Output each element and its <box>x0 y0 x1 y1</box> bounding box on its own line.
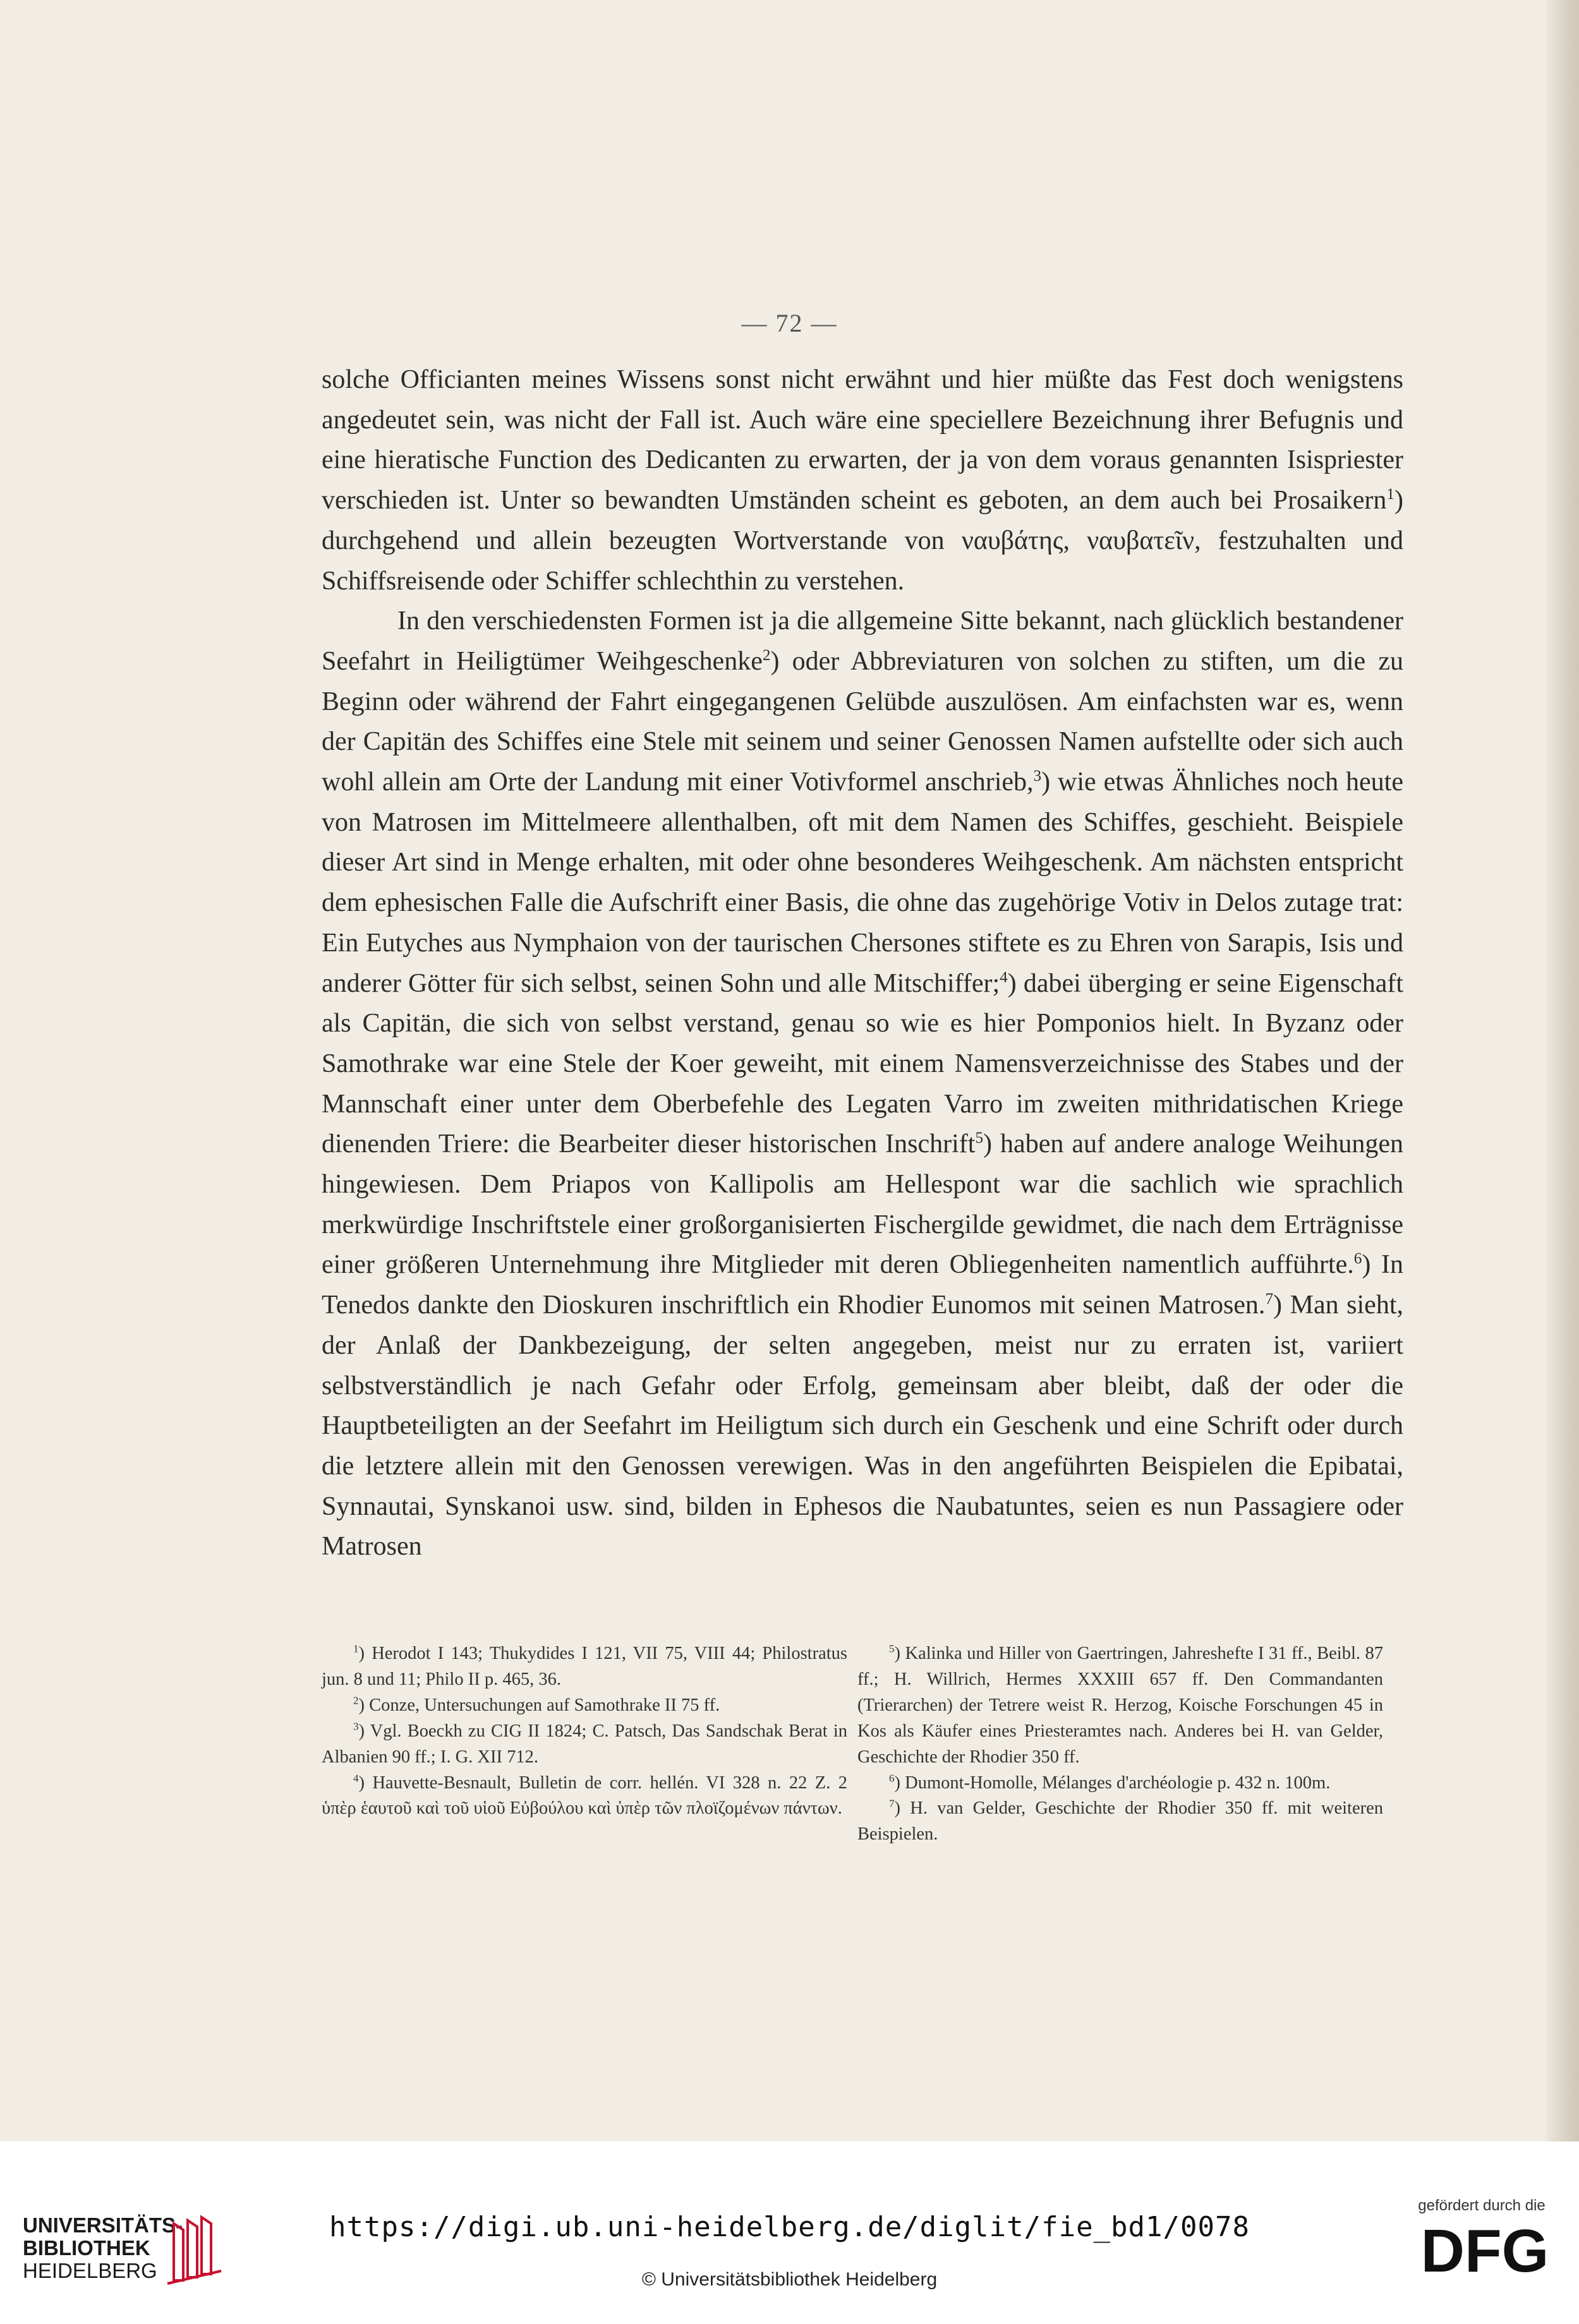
text-run: ) Hauvette-Besnault, Bulletin de corr. hellén. VI 328 n. 22 Z. 2 ὑπὲρ ἑαυτοῦ καὶ τοῦ υἱοῦ Εὐβούλου καὶ ὑπὲρ τῶν πλοϊζομένων πάντων. <box>322 1773 847 1819</box>
footnote-ref: 6 <box>889 1772 895 1785</box>
text-run: ) H. van Gelder, Geschichte der Rhodier 350 ff. mit weiteren Beispielen. <box>857 1798 1383 1845</box>
text-run: ) dabei überging er seine Eigenschaft als Capitän, die sich von selbst verstand, genau so wie es hier Pomponios hielt. In Byzanz oder Samothrake war eine Stele der Koer geweiht, mit einem Namensverzeichnisse des Stabes und der Mannschaft einer unter dem Oberbefehle des Legaten Varro im zweiten mithridatischen Kriege dienenden Triere: die Bearbeiter dieser historischen Inschrift <box>322 968 1403 1159</box>
text-run: ) Conze, Untersuchungen auf Samothrake II 75 ff. <box>358 1695 720 1715</box>
funding-caption: gefördert durch die <box>1418 2197 1546 2214</box>
footnote-ref: 7 <box>889 1797 895 1810</box>
text-run: In den verschiedensten Formen ist ja die allgemeine Sitte bekannt, nach glücklich bestandener Seefahrt in Heiligtümer Weihgeschenke <box>322 606 1403 676</box>
text-run: ) Man sieht, der Anlaß der Dankbezeigung, der selten angegeben, meist nur zu erraten ist, variiert selbstverständlich je nach Gefahr oder Erfolg, gemeinsam aber bleibt, daß der oder die Hauptbeteiligten an der Seefahrt im Heiligtum sich durch ein Geschenk und eine Schrift oder durch die letztere allein mit den Genossen verewigen. Was in den angeführten Beispielen die Epibatai, Synnautai, Synskanoi usw. sind, bilden in Ephesos die Naubatuntes, seien es nun Passagiere oder Matrosen <box>322 1291 1403 1562</box>
footnote-ref: 2 <box>353 1694 359 1707</box>
text-run: ) durchgehend und allein bezeugten Wortverstande von ναυβάτης, ναυβατεῖν, festzuhalten und Schiffsreisende oder Schiffer schlechthin zu verstehen. <box>322 486 1403 596</box>
footnote <box>322 1771 847 1822</box>
library-name-line3: HEIDELBERG <box>23 2259 157 2282</box>
footnote-ref: 5 <box>975 1129 984 1147</box>
footnote-ref: 5 <box>889 1642 895 1655</box>
text-run: ) In Tenedos dankte den Dioskuren inschriftlich ein Rhodier Eunomos mit seinen Matrosen. <box>322 1250 1403 1320</box>
footnotes-right-column <box>857 1641 1383 1848</box>
library-name-line1: UNIVERSITÄTS- <box>23 2213 183 2237</box>
footnote-ref: 2 <box>762 646 771 664</box>
footnote-ref: 1 <box>353 1642 359 1655</box>
footnote <box>322 1693 847 1719</box>
copyright-notice: © Universitätsbibliothek Heidelberg <box>641 2269 938 2290</box>
footnote <box>322 1719 847 1771</box>
footnote <box>857 1796 1383 1848</box>
body-text <box>322 360 1403 1567</box>
footnote-ref: 6 <box>1353 1250 1362 1268</box>
paragraph <box>322 601 1403 1567</box>
text-run: ) haben auf andere analoge Weihungen hingewiesen. Dem Priapos von Kallipolis am Hellespont war die sachlich wie sprachlich merkwürdige Inschriftstele einer großorganisierten Fischergilde gewidmet, die nach dem Erträgnisse einer größeren Unternehmung ihre Mitglieder mit deren Obliegenheiten namentlich aufführte. <box>322 1129 1404 1280</box>
footnote-ref: 7 <box>1265 1291 1274 1308</box>
text-run: ) Herodot I 143; Thukydides I 121, VII 75, VIII 44; Philostratus jun. 8 und 11; Philo II p. 465, 36. <box>322 1644 847 1689</box>
footnotes-left-column <box>322 1641 847 1822</box>
footnote-ref: 1 <box>1386 486 1394 503</box>
footnote-ref: 3 <box>1033 768 1042 785</box>
library-name-line2: BIBLIOTHEK <box>23 2236 150 2260</box>
text-run: solche Officianten meines Wissens sonst nicht erwähnt und hier müßte das Fest doch wenigstens angedeutet sein, was nicht der Fall ist. Auch wäre eine speciellere Bezeichnung ihrer Befugnis und eine hieratische Function des Dedicanten zu erwarten, der ja von dem voraus genannten Isispriester verschieden ist. Unter so bewandten Umständen scheint es geboten, an dem auch bei Prosaikern <box>322 365 1403 515</box>
footnote-ref: 3 <box>353 1720 359 1733</box>
text-run: ) Vgl. Boeckh zu CIG II 1824; C. Patsch, Das Sandschak Berat in Albanien 90 ff.; I. G. XII 712. <box>322 1721 847 1767</box>
dfg-logo-icon[interactable] <box>1409 2220 1561 2283</box>
text-run: ) wie etwas Ähnliches noch heute von Matrosen im Mittelmeere allenthalben, oft mit dem Namen des Schiffes, geschieht. Beispiele dieser Art sind in Menge erhalten, mit oder ohne besonderes Weihgeschenk. Am nächsten entspricht dem ephesischen Falle die Aufschrift einer Basis, die ohne das zugehörige Votiv in Delos zutage trat: Ein Eutyches aus Nymphaion von der taurischen Chersones stiftete es zu Ehren von Sarapis, Isis und anderer Götter für sich selbst, seinen Sohn und alle Mitschiffer; <box>322 768 1403 998</box>
document-url-link[interactable]: https://digi.ub.uni-heidelberg.de/diglit/fie_bd1/0078 <box>329 2211 1250 2243</box>
paragraph <box>322 360 1403 601</box>
footnote-ref: 4 <box>1000 968 1008 986</box>
footnote <box>857 1771 1383 1797</box>
text-run: ) Dumont-Homolle, Mélanges d'archéologie p. 432 n. 100m. <box>894 1773 1331 1793</box>
text-run: ) Kalinka und Hiller von Gaertringen, Jahreshefte I 31 ff., Beibl. 87 ff.; H. Willrich, Hermes XXXIII 657 ff. Den Commandanten (Trierarchen) der Tetrere weist R. Herzog, Koische Forschungen 45 in Kos als Käufer eines Priesteramtes nach. Anderes bei H. van Gelder, Geschichte der Rhodier 350 ff. <box>857 1644 1383 1767</box>
footnote <box>857 1641 1383 1771</box>
footnote <box>322 1641 847 1693</box>
page-number: — 72 — <box>741 309 838 337</box>
dfg-logo-text: DFG <box>1420 2220 1549 2283</box>
text-run: ) oder Abbreviaturen von solchen zu stiften, um die zu Beginn oder während der Fahrt eingegangenen Gelübde auszulösen. Am einfachsten war es, wenn der Capitän des Schiffes eine Stele mit seinem und seiner Genossen Namen aufstellte oder sich auch wohl allein am Orte der Landung mit einer Votivformel anschrieb, <box>322 646 1404 797</box>
footnote-ref: 4 <box>353 1772 359 1785</box>
